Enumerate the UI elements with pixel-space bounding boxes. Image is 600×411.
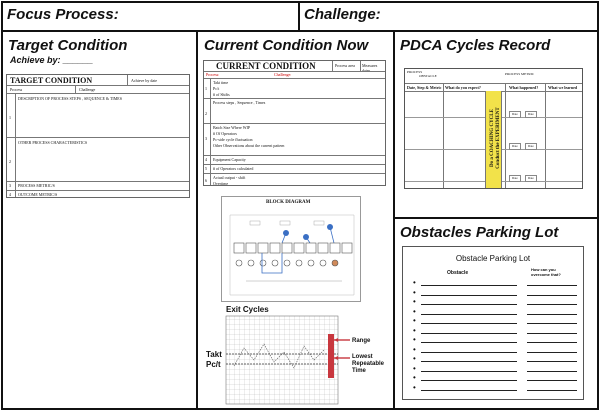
overcome-line[interactable] (527, 323, 577, 324)
obstacle-line[interactable] (421, 304, 517, 305)
current-row-5-line-1: # of Operators calculated (213, 166, 254, 171)
obstacle-line[interactable] (421, 352, 517, 353)
target-row-2-text: OTHER PROCESS CHARACTERISTICS (18, 140, 88, 145)
overcome-line[interactable] (527, 390, 577, 391)
target-sheet-challenge: Challenge (79, 87, 96, 92)
target-row-1-text: DESCRIPTION OF PROCESS STEPS , SEQUENCE & TIMES (18, 96, 122, 101)
obstacle-line[interactable] (421, 333, 517, 334)
obstacle-col-label: Obstacle (447, 270, 469, 276)
overcome-line[interactable] (527, 304, 577, 305)
target-condition-title: Target Condition (8, 37, 128, 54)
pdca-rotated-coaching: Do a COACHING CYCLE (490, 109, 495, 167)
pdca-col-1: Date, Step & Metric (407, 85, 442, 90)
block-diagram-sheet (221, 196, 361, 302)
current-row-2-line-1: Process steps , Sequence , Times (213, 100, 266, 105)
divider-right-mid (394, 217, 599, 219)
pdca-process-metric-label: PROCESS METRIC (505, 72, 535, 76)
challenge-label: Challenge: (304, 6, 381, 23)
range-label: Range (352, 338, 371, 344)
current-sheet-process-area: Process area (335, 63, 355, 68)
exit-cycles-panel (204, 304, 390, 408)
exit-cycles-title: Exit Cycles (226, 305, 269, 314)
current-row-3-line-2: # Of Operators (213, 131, 237, 136)
obstacles-title: Obstacles Parking Lot (400, 224, 559, 241)
obstacle-bullet: • (413, 306, 416, 316)
obstacle-line[interactable] (421, 371, 517, 372)
exit-cycles-grid (204, 304, 390, 408)
target-row-4-num: 4 (9, 192, 11, 197)
overcome-line[interactable] (527, 352, 577, 353)
target-sheet-achieve-date: Achieve by date (131, 78, 157, 83)
pdca-title: PDCA Cycles Record (400, 37, 551, 54)
pdca-date-6: Date (525, 175, 537, 182)
pdca-date-1: Date (509, 111, 521, 118)
obstacle-bullet: • (413, 363, 416, 373)
pdca-date-5: Date (509, 175, 521, 182)
block-diagram-title: BLOCK DIAGRAM (266, 200, 311, 205)
target-row-4-text: OUTCOME METRIC/S (18, 192, 58, 197)
pdca-sheet (404, 68, 583, 189)
overcome-line[interactable] (527, 380, 577, 381)
overcome-line[interactable] (527, 361, 577, 362)
obstacle-bullet: • (413, 316, 416, 325)
obstacle-bullet: • (413, 297, 416, 306)
obstacle-line[interactable] (421, 295, 517, 296)
current-sheet-challenge: Challenge: (274, 72, 292, 77)
target-row-3-num: 3 (9, 183, 11, 188)
obstacle-line[interactable] (421, 390, 517, 391)
lowest-repeatable-label: Lowest Repeatable Time (352, 354, 385, 374)
current-sheet-process: Process: (206, 72, 220, 77)
obstacle-line[interactable] (421, 323, 517, 324)
current-row-5-num: 5 (205, 166, 207, 171)
obstacle-line[interactable] (421, 314, 517, 315)
overcome-line[interactable] (527, 314, 577, 315)
overcome-line[interactable] (527, 342, 577, 343)
obstacle-line[interactable] (421, 361, 517, 362)
pdca-date-2: Date (525, 111, 537, 118)
divider-right (393, 31, 395, 410)
pdca-rotated-experiment: Conduct the EXPERIMENT (496, 107, 501, 169)
obstacle-bullet: • (413, 278, 416, 287)
obstacle-bullet: • (413, 382, 416, 392)
pdca-col-2: What do you expect? (445, 85, 481, 90)
current-row-1-line-1: Takt time (213, 80, 229, 85)
overcome-line[interactable] (527, 285, 577, 286)
divider-left (196, 31, 198, 410)
target-row-1-num: 1 (9, 115, 11, 120)
current-row-1-line-3: # of Shifts (213, 92, 230, 97)
current-row-2-num: 2 (205, 111, 207, 116)
current-row-6-line-1: Actual output - shift (213, 175, 246, 180)
obstacle-bullet: • (413, 373, 416, 382)
current-row-4-num: 4 (205, 157, 207, 162)
divider-top (1, 30, 599, 32)
divider-header-mid (298, 1, 300, 31)
current-row-3-line-4: Other Observations about the current pattern (213, 143, 285, 148)
current-condition-sheet (203, 60, 386, 186)
target-sheet-process: Process (10, 87, 23, 92)
current-condition-title: Current Condition Now (204, 37, 369, 54)
focus-process-label: Focus Process: (7, 6, 119, 23)
current-sheet-title: CURRENT CONDITION (216, 61, 316, 71)
current-row-6-num: 6 (205, 178, 207, 183)
current-row-3-num: 3 (205, 136, 207, 141)
pdca-col-4: What we learned (548, 85, 578, 90)
current-row-3-line-3: Pc-side cycle fluctuation (213, 137, 253, 142)
target-row-2-num: 2 (9, 159, 11, 164)
overcome-line[interactable] (527, 295, 577, 296)
obstacle-parking-sheet (402, 246, 584, 400)
current-row-3-line-1: Batch Size Where WIP (213, 125, 251, 130)
pdca-date-3: Date (509, 143, 521, 150)
obstacle-line[interactable] (421, 342, 517, 343)
current-row-6-line-2: Overtime (213, 181, 229, 186)
overcome-line[interactable] (527, 371, 577, 372)
obstacle-bullet: • (413, 344, 416, 354)
takt-label: Takt (206, 350, 222, 359)
obstacle-bullet: • (413, 354, 416, 363)
obstacle-bullet: • (413, 287, 416, 297)
current-row-1-line-2: Pc/t (213, 86, 220, 91)
pdca-date-4: Date (525, 143, 537, 150)
overcome-col-label: How can you overcome that? (531, 267, 561, 277)
obstacle-bullet: • (413, 325, 416, 335)
pdca-process-label: PROCESS (407, 70, 423, 74)
pct-label: Pc/t (206, 360, 221, 369)
obstacle-line[interactable] (421, 285, 517, 286)
pdca-col-3: What happened? (509, 85, 539, 90)
obstacle-sheet-title: Obstacle Parking Lot (455, 254, 531, 263)
obstacle-bullet: • (413, 335, 416, 344)
target-condition-sheet (6, 74, 190, 198)
overcome-line[interactable] (527, 333, 577, 334)
current-sheet-date: Measures dates (362, 63, 378, 73)
pdca-obstacle-label: OBSTACLE (419, 74, 437, 78)
current-row-4-line-1: Equipment Capacity (213, 157, 246, 162)
achieve-by-label: Achieve by: ______ (10, 55, 94, 65)
block-diagram-drawing (222, 197, 361, 302)
obstacle-line[interactable] (421, 380, 517, 381)
current-row-1-num: 1 (205, 86, 207, 91)
target-sheet-title: TARGET CONDITION (10, 76, 93, 85)
target-row-3-text: PROCESS METRIC/S (18, 183, 55, 188)
